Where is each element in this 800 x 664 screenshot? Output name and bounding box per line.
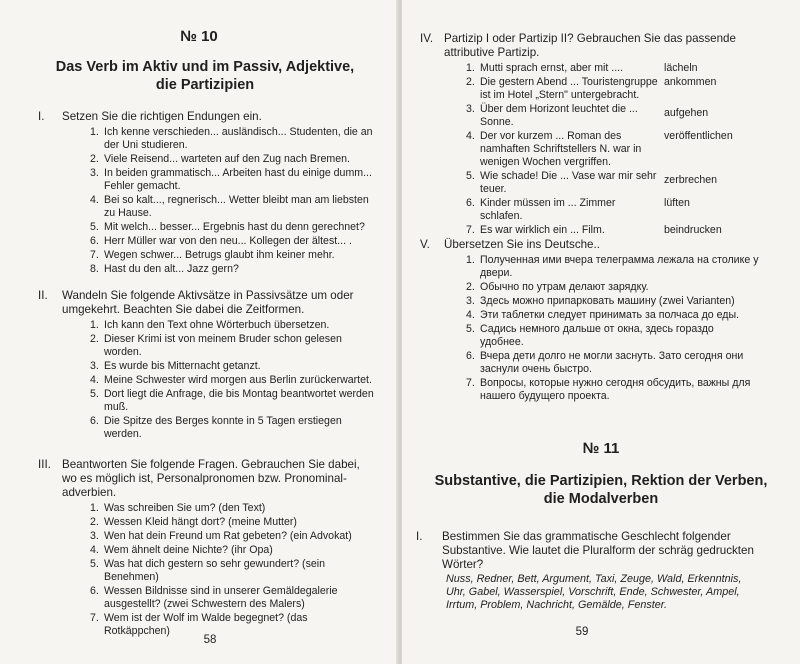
- list-item: 6. Kinder müssen im ... Zimmer schlafen. lüften: [466, 197, 690, 222]
- exercise-items: [466, 254, 760, 403]
- list-item: 8. Hast du den alt... Jazz gern?: [90, 263, 239, 275]
- list-item: 2. Die gestern Abend ... Touristengruppe ist im Hotel „Stern" untergebracht. ankommen: [466, 76, 717, 101]
- page-number: 58: [203, 634, 217, 646]
- list-item: 4. Der vor kurzem ... Roman des namhaften Schriftstellers N. war in wenigen Wochen vergriffen. veröffentlichen: [466, 130, 733, 168]
- list-item: 4. Эти таблетки следует принимать за полчаса до еды.: [466, 309, 740, 321]
- list-item: 3. Über dem Horizont leuchtet die ... Sonne. aufgehen: [466, 103, 709, 128]
- exercise-roman: V.: [420, 238, 430, 251]
- section-number: № 10: [180, 28, 218, 45]
- page-left: [0, 0, 398, 664]
- exercise-6: [416, 530, 766, 572]
- exercise-items: [90, 319, 374, 441]
- list-item: 3. Wen hat dein Freund um Rat gebeten? (ein Advokat): [90, 530, 352, 542]
- list-item: 1. Ich kann den Text ohne Wörterbuch übersetzen.: [90, 319, 330, 331]
- exercise-roman: I.: [38, 110, 45, 123]
- list-item: 5. Садись немного дальше от окна, здесь гораздо удобнее.: [466, 323, 714, 348]
- exercise-items: [90, 502, 374, 638]
- exercise-items: [466, 62, 760, 237]
- exercise-task: Partizip I oder Partizip II? Gebrauchen Sie das passende attributive Partizip.: [444, 32, 736, 59]
- list-item: 1. Ich kenne verschieden... ausländisch... Studenten, die an der Uni studieren.: [90, 126, 373, 151]
- list-item: 2. Dieser Krimi ist von meinem Bruder schon gelesen worden.: [90, 333, 342, 358]
- list-item: 4. Meine Schwester wird morgen aus Berlin zurückerwartet.: [90, 374, 372, 386]
- section-title-line-2: die Modalverben: [543, 491, 659, 507]
- exercise-task: Beantworten Sie folgende Fragen. Gebrauchen Sie dabei, wo es möglich ist, Personalpronomen bzw. Pronominal-adverbien.: [62, 458, 360, 499]
- list-item: 1. Полученная ими вчера телеграмма лежала на столике у двери.: [466, 254, 759, 279]
- exercise-1: [38, 110, 374, 277]
- exercise-task: Bestimmen Sie das grammatische Geschlecht folgender Substantive. Wie lautet die Pluralform der schräg gedruckten Wörter?: [442, 530, 754, 571]
- list-item: 2. Обычно по утрам делают зарядку.: [466, 281, 649, 293]
- list-item: 5. Was hat dich gestern so sehr gewundert? (sein Benehmen): [90, 558, 326, 583]
- section-title-line-1: Substantive, die Partizipien, Rektion der Verben,: [434, 473, 768, 489]
- section-title-line-1: Das Verb im Aktiv und im Passiv, Adjektive,: [55, 59, 355, 75]
- list-item: 7. Wem ist der Wolf im Walde begegnet? (das Rotkäppchen): [90, 612, 308, 637]
- word-list-line: Nuss, Redner, Bett, Argument, Taxi, Zeuge, Wald, Erkenntnis,: [446, 573, 742, 585]
- list-item: 3. Здесь можно припарковать машину (zwei Varianten): [466, 295, 735, 307]
- list-item: 1. Mutti sprach ernst, aber mit .... lächeln: [466, 62, 698, 74]
- exercise-roman: IV.: [420, 32, 434, 45]
- list-item: 2. Viele Reisend... warteten auf den Zug nach Bremen.: [90, 153, 350, 165]
- exercise-4: [420, 32, 760, 238]
- section-title-line-2: die Partizipien: [155, 77, 255, 93]
- list-item: 6. Die Spitze des Berges konnte in 5 Tagen erstiegen werden.: [90, 415, 342, 440]
- section-title: [40, 58, 370, 94]
- exercise-3: [38, 458, 374, 639]
- exercise-task: Setzen Sie die richtigen Endungen ein.: [62, 110, 262, 123]
- page-right: [402, 0, 800, 664]
- list-item: 5. Mit welch... besser... Ergebnis hast du denn gerechnet?: [90, 221, 365, 233]
- exercise-task: Wandeln Sie folgende Aktivsätze in Passivsätze um oder umgekehrt. Beachten Sie dabei die Zeitformen.: [62, 289, 354, 316]
- list-item: 7. Es war wirklich ein ... Film. beindrucken: [466, 224, 722, 236]
- exercise-roman: II.: [38, 289, 48, 302]
- list-item: 6. Herr Müller war von den neu... Kollegen der ältest... .: [90, 235, 352, 247]
- exercise-roman: I.: [416, 530, 423, 543]
- exercise-roman: III.: [38, 458, 51, 471]
- list-item: 1. Was schreiben Sie um? (den Text): [90, 502, 266, 514]
- list-item: 5. Wie schade! Die ... Vase war mir sehr teuer. zerbrechen: [466, 170, 717, 195]
- section-title: [416, 472, 786, 508]
- list-item: 4. Wem ähnelt deine Nichte? (ihr Opa): [90, 544, 273, 556]
- list-item: 2. Wessen Kleid hängt dort? (meine Mutter): [90, 516, 297, 528]
- list-item: 6. Вчера дети долго не могли заснуть. Зато сегодня они заснули очень быстро.: [466, 350, 744, 375]
- list-item: 3. In beiden grammatisch... Arbeiten hast du einige dumm... Fehler gemacht.: [90, 167, 372, 192]
- page-number: 59: [575, 626, 589, 638]
- word-list-line: Irrtum, Problem, Nachricht, Gemälde, Fenster.: [446, 599, 668, 611]
- exercise-task: Übersetzen Sie ins Deutsche..: [444, 238, 600, 251]
- word-list: [446, 573, 766, 612]
- list-item: 4. Bei so kalt..., regnerisch... Wetter bleibt man am liebsten zu Hause.: [90, 194, 369, 219]
- exercise-items: [90, 126, 374, 276]
- list-item: 6. Wessen Bildnisse sind in unserer Gemäldegalerie ausgestellt? (zwei Schwestern des Malers): [90, 585, 338, 610]
- list-item: 3. Es wurde bis Mitternacht getanzt.: [90, 360, 261, 372]
- list-item: 7. Вопросы, которые нужно сегодня обсудить, важны для нашего будущего проекта.: [466, 377, 751, 402]
- exercise-5: [420, 238, 760, 404]
- section-number: № 11: [582, 440, 620, 457]
- list-item: 5. Dort liegt die Anfrage, die bis Montag beantwortet werden muß.: [90, 388, 374, 413]
- list-item: 7. Wegen schwer... Betrugs glaubt ihm keiner mehr.: [90, 249, 335, 261]
- word-list-line: Uhr, Gabel, Wasserspiel, Vorschrift, Ende, Schwester, Ampel,: [446, 586, 740, 598]
- exercise-2: [38, 289, 374, 442]
